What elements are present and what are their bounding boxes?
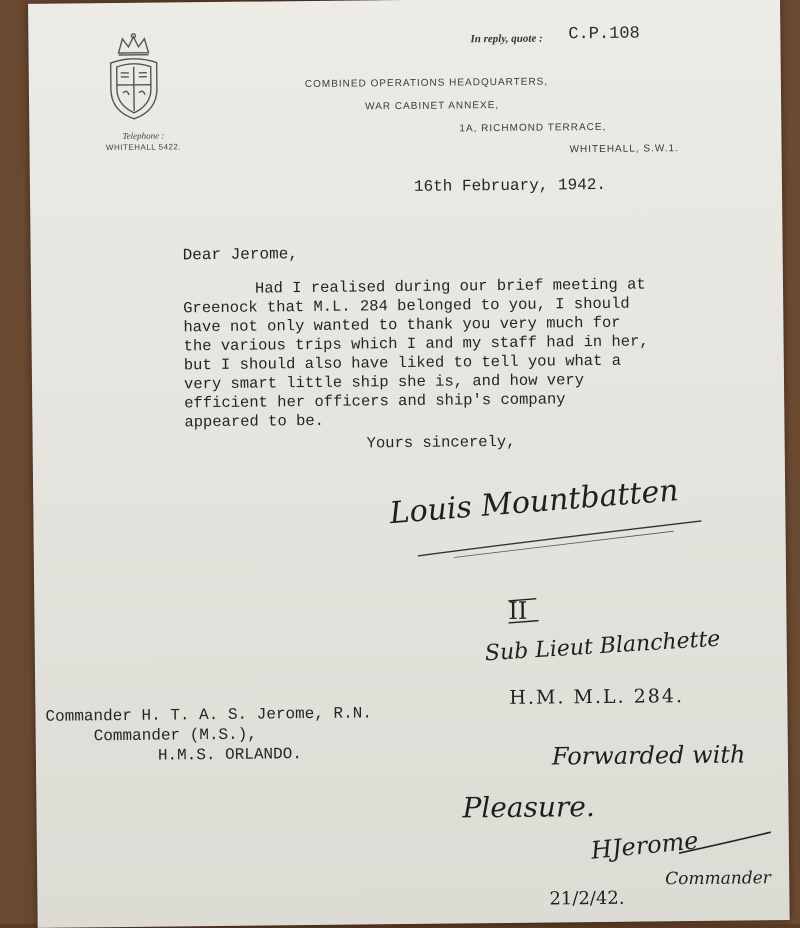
annotation-rank: Commander bbox=[665, 868, 771, 889]
telephone-number: WHITEHALL 5422. bbox=[91, 142, 195, 152]
address-line-1: COMBINED OPERATIONS HEADQUARTERS, bbox=[305, 76, 548, 90]
body-line: efficient her officers and ship's company bbox=[184, 390, 566, 413]
annotation-date: 21/2/42. bbox=[549, 888, 624, 910]
annotation-line-4: Pleasure. bbox=[462, 790, 595, 824]
body-line: but I should also have liked to tell you what a bbox=[184, 352, 621, 376]
annotation-line-1: Sub Lieut Blanchette bbox=[484, 627, 721, 667]
mountbatten-signature: Louis Mountbatten bbox=[388, 473, 679, 531]
salutation: Dear Jerome, bbox=[183, 245, 298, 265]
body-line: have not only wanted to thank you very much for bbox=[183, 314, 620, 338]
signature-underline bbox=[413, 517, 713, 560]
reply-reference: C.P.108 bbox=[568, 25, 640, 45]
jerome-signature: HJerome bbox=[590, 826, 700, 864]
annotation-line-3: Forwarded with bbox=[552, 740, 746, 770]
body-line: Greenock that M.L. 284 belonged to you, I should bbox=[183, 295, 630, 319]
letter-date: 16th February, 1942. bbox=[414, 176, 606, 197]
telephone-label: Telephone : bbox=[101, 130, 185, 141]
annotation-line-2: H.M. M.L. 284. bbox=[509, 685, 684, 709]
body-line: very smart little ship she is, and how very bbox=[184, 371, 584, 394]
body-line: appeared to be. bbox=[184, 412, 324, 432]
royal-crest-icon bbox=[100, 32, 167, 123]
annotation-roman: II bbox=[508, 597, 527, 625]
roman-strokes bbox=[506, 597, 546, 627]
address-line-3: 1A, RICHMOND TERRACE, bbox=[459, 122, 606, 135]
letter-page bbox=[28, 0, 790, 928]
closing: Yours sincerely, bbox=[367, 433, 516, 454]
body-line: Had I realised during our brief meeting at bbox=[255, 275, 646, 298]
body-line: the various trips which I and my staff had in her, bbox=[184, 332, 649, 356]
recipient-line-2: Commander (M.S.), bbox=[94, 726, 257, 747]
address-line-2: WAR CABINET ANNEXE, bbox=[365, 100, 499, 112]
jerome-signature-flourish bbox=[677, 830, 777, 861]
reply-label: In reply, quote : bbox=[470, 33, 542, 46]
recipient-line-3: H.M.S. ORLANDO. bbox=[158, 745, 302, 766]
address-line-4: WHITEHALL, S.W.1. bbox=[570, 143, 679, 155]
recipient-line-1: Commander H. T. A. S. Jerome, R.N. bbox=[45, 704, 372, 726]
